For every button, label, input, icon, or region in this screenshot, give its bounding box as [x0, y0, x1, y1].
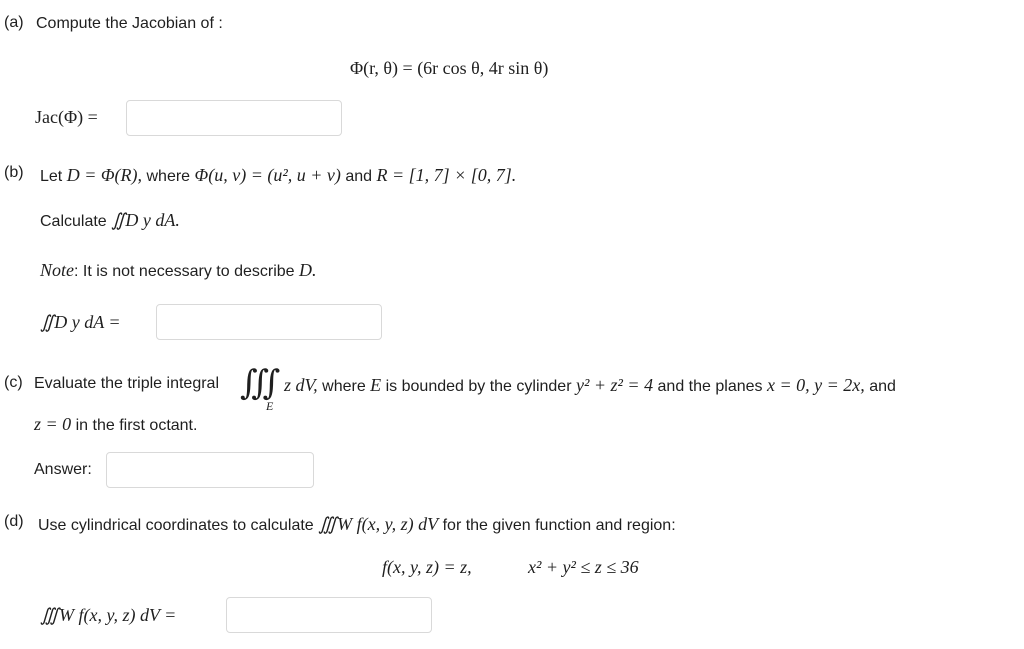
double-integral-input[interactable] — [156, 304, 382, 340]
part-c-mid: is bounded by the cylinder — [385, 378, 572, 395]
part-b-R-def: R = [1, 7] × [0, 7]. — [376, 165, 517, 185]
part-c-and: and — [869, 378, 896, 395]
part-a-label: (a) — [4, 14, 24, 31]
part-b-answer-label: ∬D y dA = — [40, 312, 121, 332]
jacobian-input[interactable] — [126, 100, 342, 136]
part-c-line2 — [34, 414, 197, 435]
part-b-D-def: D = Φ(R), — [66, 165, 143, 185]
part-c-statement — [284, 375, 896, 396]
note-text: : It is not necessary to describe — [74, 263, 295, 280]
part-b-phi-def: Φ(u, v) = (u², u + v) — [194, 165, 341, 185]
part-a-formula: Φ(r, θ) = (6r cos θ, 4r sin θ) — [350, 58, 549, 78]
triple-integral-input[interactable] — [106, 452, 314, 488]
part-a-answer-label: Jac(Φ) = — [35, 107, 98, 127]
part-c-integrand: z dV, — [284, 375, 318, 395]
triple-integral-icon: ∭ — [240, 363, 281, 403]
part-d-suffix: for the given function and region: — [442, 517, 676, 534]
triple-integral-sign — [240, 363, 281, 403]
part-b-statement — [40, 165, 516, 186]
part-b-label: (b) — [4, 164, 24, 181]
part-a-prompt: Compute the Jacobian of : — [36, 15, 223, 32]
part-b-note — [40, 260, 317, 281]
part-d-region: x² + y² ≤ z ≤ 36 — [528, 557, 639, 577]
part-c-where: where — [322, 378, 366, 395]
part-c-z0: z = 0 — [34, 414, 72, 434]
part-b-where: where — [146, 168, 191, 185]
part-c-cylinder: y² + z² = 4 — [575, 375, 654, 395]
note-label: Note — [40, 260, 74, 280]
part-d-answer-label: ∭W f(x, y, z) dV = — [40, 605, 177, 625]
part-d-integral: ∭W f(x, y, z) dV — [318, 514, 439, 534]
part-c-label: (c) — [4, 374, 23, 391]
part-b-calc-prefix: Calculate — [40, 213, 107, 230]
part-d-prefix: Use cylindrical coordinates to calculate — [38, 517, 314, 534]
part-c-prefix: Evaluate the triple integral — [34, 375, 219, 392]
part-c-planes-prefix: and the planes — [657, 378, 763, 395]
cylindrical-integral-input[interactable] — [226, 597, 432, 633]
part-c-E: E — [370, 375, 382, 395]
part-b-let: Let — [40, 168, 63, 185]
part-d-statement — [38, 514, 676, 535]
part-c-answer-label: Answer: — [34, 461, 92, 478]
part-c-E-subscript: E — [266, 399, 274, 413]
part-d-function: f(x, y, z) = z, — [382, 557, 472, 577]
part-d-label: (d) — [4, 513, 24, 530]
part-c-octant: in the first octant. — [75, 417, 198, 434]
part-b-calculate — [40, 210, 180, 231]
part-b-and: and — [345, 168, 373, 185]
note-D: D. — [299, 260, 317, 280]
part-b-integral: ∬D y dA. — [111, 210, 180, 230]
part-c-planes: x = 0, y = 2x, — [766, 375, 865, 395]
